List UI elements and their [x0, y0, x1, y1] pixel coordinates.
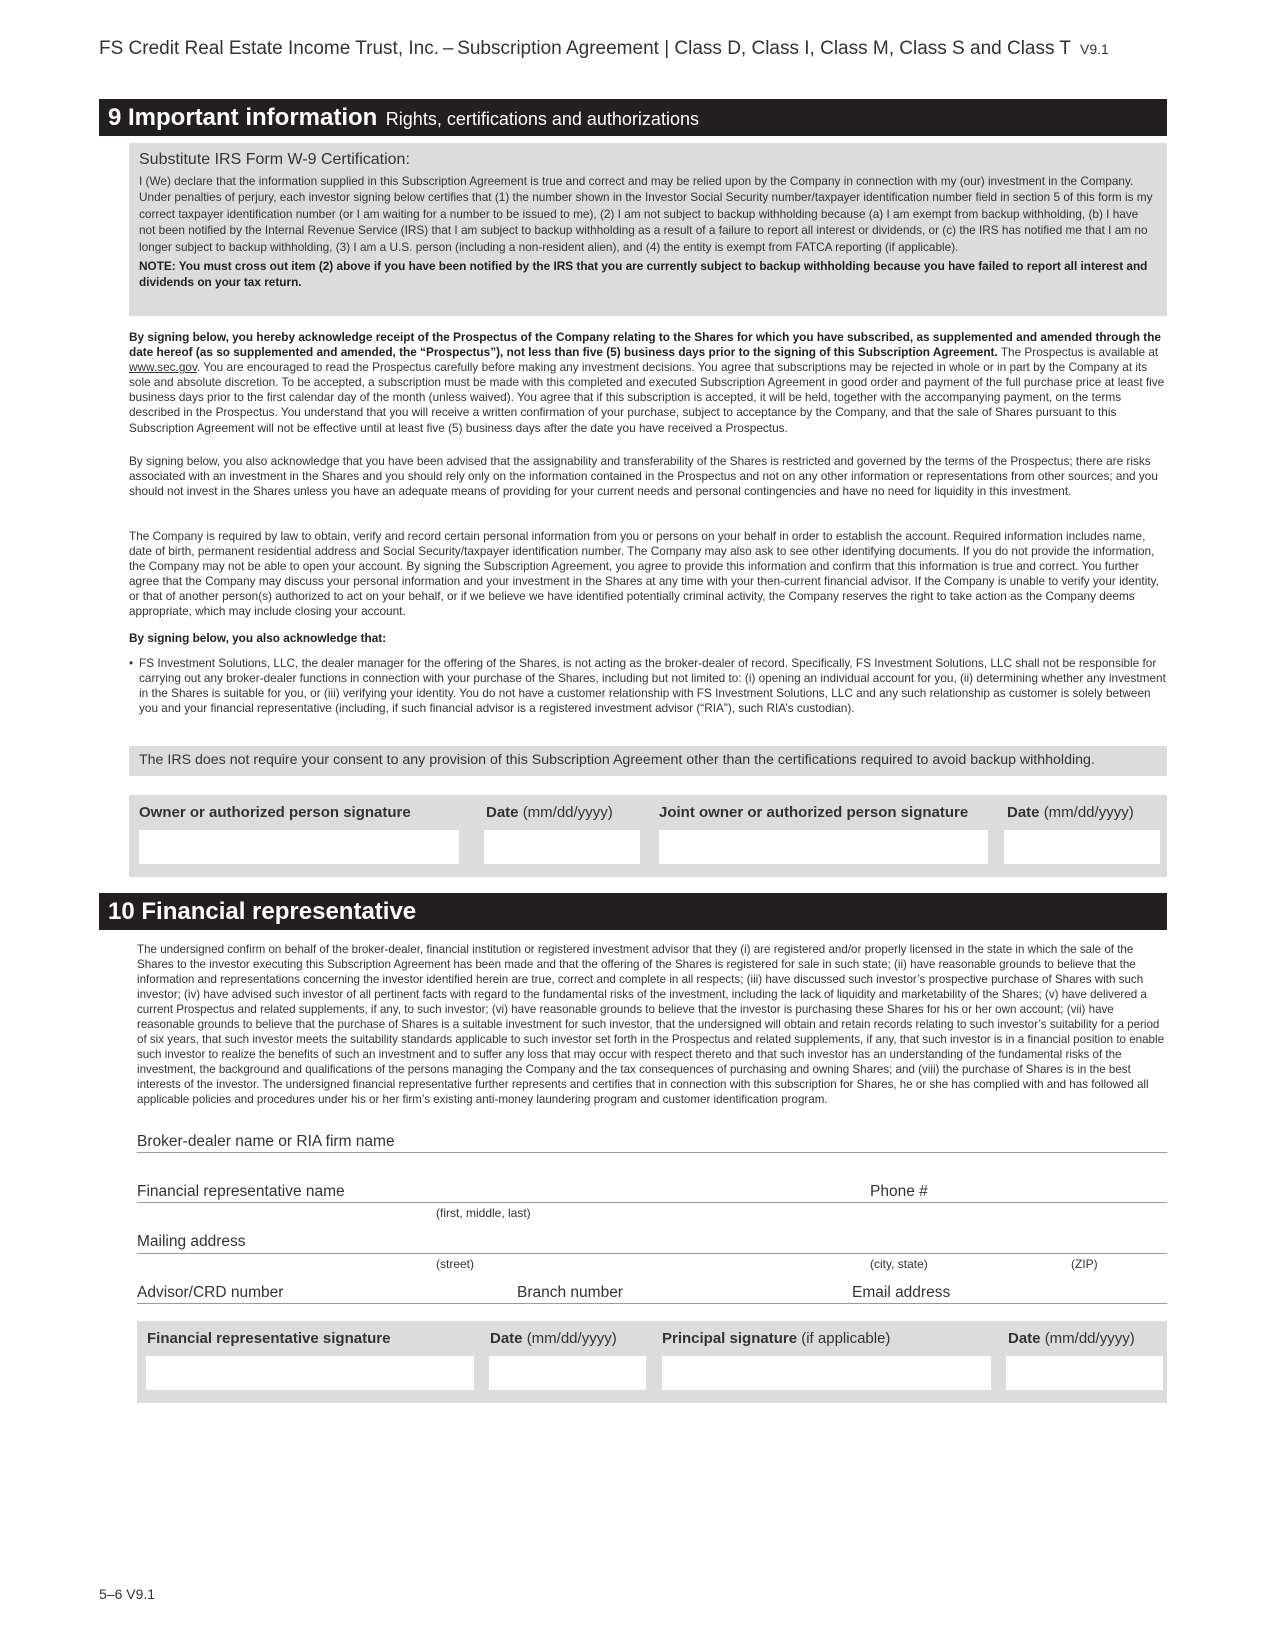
- owner-signature-field[interactable]: [139, 830, 459, 864]
- bullet-marker: •: [129, 656, 134, 670]
- rep-signature-label: Financial representative signature: [147, 1330, 391, 1347]
- email-address-label: Email address: [852, 1284, 951, 1301]
- section-10-title: 10 Financial representative: [108, 898, 417, 925]
- personal-info-paragraph: The Company is required by law to obtain, verify and record certain personal information from you or persons on your behalf in order to establish the account. Required information includes name, date of birth, permanent residential address and Social Security/taxpayer identification number. The Company may also ask to see other identifying documents. If you do not provide the information, the Company may not be able to open your account. By signing the Subscription Agreement, you agree to provide this information and confirm that this information is true and correct. You further agree that the Company may discuss your personal information and your investment in the Shares at any time with your then-current financial advisor. If the Company is unable to verify your identity, or that of another person(s) authorized to act on your behalf, or if we believe we have identified potentially criminal activity, the Company reserves the right to take action as the Company deems appropriate, which may include closing your account.: [129, 529, 1159, 619]
- acknowledge-heading: By signing below, you also acknowledge that:: [129, 631, 387, 645]
- section-9-subtitle: Rights, certifications and authorizations: [385, 109, 699, 129]
- section-9-title: 9 Important information: [108, 104, 378, 131]
- rep-date-field[interactable]: [489, 1356, 646, 1390]
- financial-rep-certification: The undersigned confirm on behalf of the broker-dealer, financial institution or registered investment advisor that they (i) are registered and/or properly licensed in the state in which the sale of the Shares to the investor executing this Subscription Agreement has been made and that the offering of the Shares is registered for sale in such state; (ii) have reasonable grounds to believe that the information and representations concerning the investor identified herein are true, correct and complete in all respects; (iii) have discussed such investor’s prospective purchase of Shares with such investor; (iv) have advised such investor of all pertinent facts with regard to the fundamental risks of the investment, including the lack of liquidity and marketability of the Shares; (v) have delivered a current Prospectus and related supplements, if any, to such investor; (vi) have reasonable grounds to believe that the investor is purchasing these Shares for his or her own account; (vii) have reasonable grounds to believe that the purchase of Shares is a suitable investment for such investor, that the undersigned will obtain and retain records relating to such investor’s suitability for a period of six years, that such investor meets the suitability standards applicable to such investor set forth in the Prospectus and related supplements, if any, that such investor is in a financial position to enable such investor to realize the benefits of such an investment and to suffer any loss that may occur with respect thereto and that such investor has an understanding of the fundamental risks of the investment, the background and qualifications of the persons managing the Company and the tax consequences of purchasing and owning Shares; and (viii) the purchase of Shares is in the best interests of the investor. The undersigned financial representative further represents and certifies that in connection with this subscription for Shares, he or she has complied with and has followed all applicable policies and procedures under his or her firm’s existing anti-money laundering program and customer identification program.: [137, 943, 1165, 1107]
- prospectus-acknowledgement: [129, 330, 1167, 436]
- w9-body: I (We) declare that the information supplied in this Subscription Agreement is true and correct and may be relied upon by the Company in connection with my (our) investment in the Company. Under penalties of perjury, each investor signing below certifies that (1) the number shown in the Investor Social Security number/taxpayer identification number field in section 5 of this form is my correct taxpayer identification number (or I am waiting for a number to be issued to me), (2) I am not subject to backup withholding because (a) I am exempt from backup withholding, (b) I have not been notified by the Internal Revenue Service (IRS) that I am subject to backup withholding as a result of a failure to report all interest or dividends, or (c) the IRS has notified me that I am no longer subject to backup withholding, (3) I am a U.S. person (including a non-resident alien), and (4) the entity is exempt from FATCA reporting (if applicable).: [139, 174, 1153, 254]
- city-state-hint: (city, state): [870, 1257, 928, 1271]
- section-9-header: [99, 99, 1167, 136]
- rep-name-phone-field[interactable]: [137, 1202, 1167, 1203]
- broker-dealer-label: Broker-dealer name or RIA firm name: [137, 1133, 395, 1150]
- principal-date-field[interactable]: [1006, 1356, 1163, 1390]
- phone-label: Phone #: [870, 1183, 928, 1200]
- crd-number-label: Advisor/CRD number: [137, 1284, 284, 1301]
- principal-signature-label: Principal signature (if applicable): [662, 1330, 891, 1347]
- joint-owner-date-label: Date (mm/dd/yyyy): [1007, 804, 1134, 821]
- zip-hint: (ZIP): [1071, 1257, 1098, 1271]
- rep-name-label: Financial representative name: [137, 1183, 345, 1200]
- mailing-address-label: Mailing address: [137, 1233, 246, 1250]
- joint-owner-signature-field[interactable]: [659, 830, 988, 864]
- rep-signature-block: [137, 1321, 1167, 1403]
- w9-certification-box: [129, 143, 1167, 316]
- joint-owner-signature-label: Joint owner or authorized person signature: [659, 804, 969, 821]
- broker-dealer-field[interactable]: [137, 1152, 1167, 1153]
- sec-gov-link[interactable]: www.sec.gov: [129, 360, 197, 375]
- name-hint: (first, middle, last): [436, 1206, 531, 1220]
- document-header: [99, 38, 1109, 60]
- dealer-manager-bullet: FS Investment Solutions, LLC, the dealer manager for the offering of the Shares, is not acting as the broker-dealer of record. Specifically, FS Investment Solutions, LLC shall not be responsible for carrying out any broker-dealer functions in connection with your purchase of the Shares, including but not limited to: (i) opening an individual account for you, (ii) determining whether any investment in the Shares is suitable for you, or (iii) verifying your identity. You do not have a customer relationship with FS Investment Solutions, LLC and any such relationship as customer is solely between you and your financial representative (including, if such financial advisor is a registered investment advisor (“RIA”), such RIA’s custodian).: [139, 656, 1166, 716]
- w9-title: Substitute IRS Form W-9 Certification:: [139, 151, 410, 168]
- irs-consent-notice: The IRS does not require your consent to any provision of this Subscription Agreement other than the certifications required to avoid backup withholding.: [129, 746, 1167, 776]
- prospectus-ack-pre-link: The Prospectus is available at: [1000, 345, 1159, 360]
- page-number: 5–6 V9.1: [99, 1586, 156, 1602]
- mailing-address-field[interactable]: [137, 1253, 1167, 1254]
- document-version: V9.1: [1079, 41, 1109, 57]
- principal-date-label: Date (mm/dd/yyyy): [1008, 1330, 1135, 1347]
- principal-signature-field[interactable]: [662, 1356, 991, 1390]
- rep-date-label: Date (mm/dd/yyyy): [490, 1330, 617, 1347]
- owner-signature-label: Owner or authorized person signature: [139, 804, 411, 821]
- joint-owner-date-field[interactable]: [1004, 830, 1160, 864]
- owner-date-label: Date (mm/dd/yyyy): [486, 804, 613, 821]
- crd-branch-email-field[interactable]: [137, 1303, 1167, 1304]
- rep-signature-field[interactable]: [146, 1356, 474, 1390]
- prospectus-ack-bold: By signing below, you hereby acknowledge receipt of the Prospectus of the Company relating to the Shares for which you have subscribed, as supplemented and amended through the date hereof (as so supplemented and amended, the “Prospectus”), not less than five (5) business days prior to the signing of this Subscription Agreement.: [129, 330, 1161, 360]
- owner-date-field[interactable]: [484, 830, 640, 864]
- prospectus-ack-rest: . You are encouraged to read the Prospectus carefully before making any investment decisions. You agree that subscriptions may be rejected in whole or in part by the Company at its sole and absolute discretion. To be accepted, a subscription must be made with this completed and executed Subscription Agreement in good order and payment of the full purchase price at least five business days prior to the first calendar day of the month (unless waived). You agree that if this subscription is accepted, it will be held, together with the accompanying payment, on the terms described in the Prospectus. You understand that you will receive a written confirmation of your purchase, subject to acceptance by the Company, and that the sale of Shares pursuant to this Subscription Agreement will not be effective until at least five (5) business days after the date you have received a Prospectus.: [129, 360, 1165, 435]
- investor-signature-block: [129, 795, 1167, 877]
- street-hint: (street): [436, 1257, 475, 1271]
- branch-number-label: Branch number: [517, 1284, 623, 1301]
- transferability-paragraph: By signing below, you also acknowledge that you have been advised that the assignability and transferability of the Shares is restricted and governed by the terms of the Prospectus; there are risks associated with an investment in the Shares and you should rely only on the information contained in the Prospectus and not on any other information or representations from other sources; and you should not invest in the Shares unless you have an adequate means of providing for your current needs and personal contingencies and have no need for liquidity in this investment.: [129, 454, 1158, 499]
- section-10-header: [99, 893, 1167, 930]
- w9-note: NOTE: You must cross out item (2) above if you have been notified by the IRS that you are currently subject to backup withholding because you have failed to report all interest and dividends on your tax return.: [139, 259, 1148, 290]
- document-title: FS Credit Real Estate Income Trust, Inc. – Subscription Agreement | Class D, Class I, Class M, Class S and Class T: [99, 38, 1071, 59]
